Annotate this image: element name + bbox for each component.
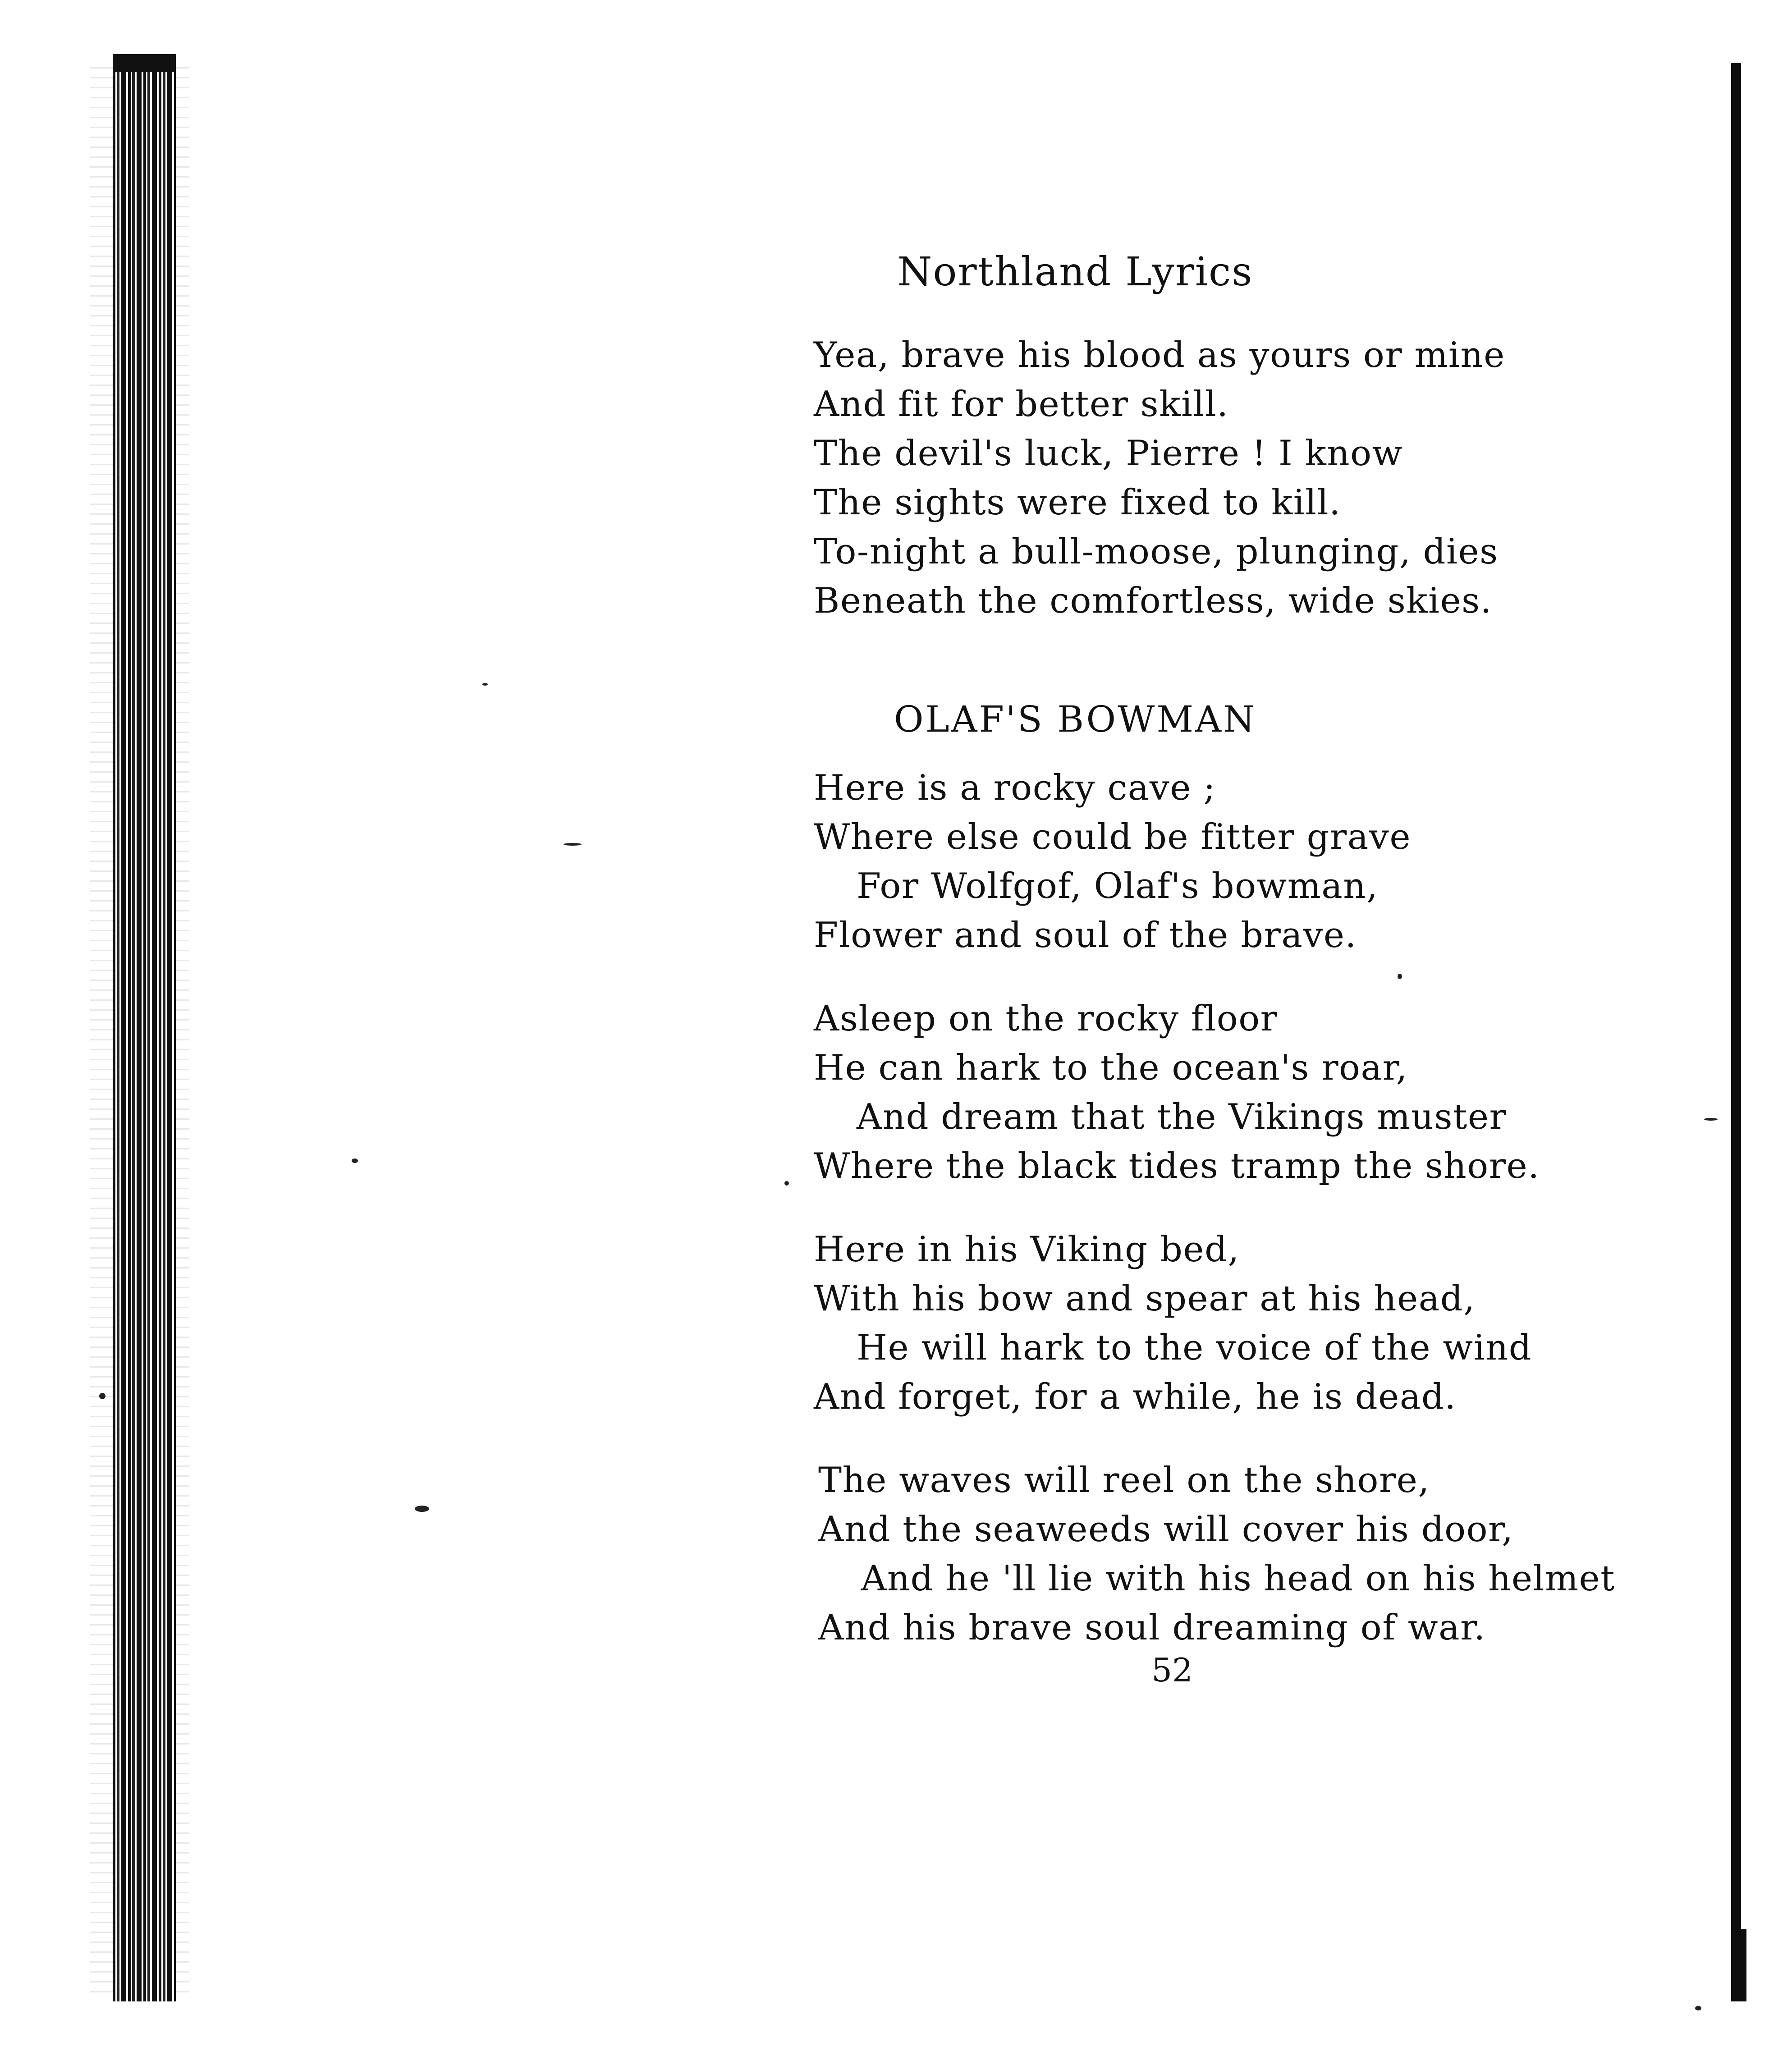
- poem-line: The sights were fixed to kill.: [814, 482, 1341, 523]
- page-number: 52: [1151, 1651, 1193, 1689]
- right-page-edge-foot: [1731, 1929, 1746, 2001]
- poem-line: And his brave soul dreaming of war.: [818, 1607, 1486, 1648]
- scan-speck: [784, 1181, 789, 1186]
- poem-line: Where the black tides tramp the shore.: [814, 1146, 1540, 1186]
- binding-gutter: [113, 54, 176, 2001]
- scan-speck: [99, 1393, 105, 1399]
- poem-line: To-night a bull-moose, plunging, dies: [814, 531, 1499, 572]
- poem-line: Flower and soul of the brave.: [814, 915, 1357, 956]
- poem-line: He will hark to the voice of the wind: [857, 1328, 1532, 1368]
- scan-speck: [564, 843, 582, 846]
- scan-speck: [1695, 2006, 1701, 2010]
- running-head: Northland Lyrics: [897, 248, 1253, 295]
- poem-line: And the seaweeds will cover his door,: [818, 1509, 1514, 1550]
- poem-line: And forget, for a while, he is dead.: [814, 1377, 1457, 1417]
- poem-line: And fit for better skill.: [814, 384, 1229, 425]
- poem-line: For Wolfgof, Olaf's bowman,: [857, 866, 1379, 907]
- poem-line: The waves will reel on the shore,: [818, 1460, 1430, 1501]
- scan-speck: [1398, 974, 1402, 979]
- scan-speck: [415, 1506, 429, 1512]
- binding-top-edge: [113, 54, 176, 72]
- poem-line: He can hark to the ocean's roar,: [814, 1048, 1408, 1088]
- poem-line: The devil's luck, Pierre ! I know: [814, 433, 1403, 474]
- scan-speck: [352, 1158, 358, 1163]
- right-page-edge: [1731, 63, 1741, 1997]
- poem-line: Asleep on the rocky floor: [814, 998, 1278, 1039]
- poem-line: Yea, brave his blood as yours or mine: [814, 335, 1505, 375]
- poem-line: Here in his Viking bed,: [814, 1229, 1240, 1270]
- poem-title: OLAF'S BOWMAN: [894, 698, 1256, 740]
- poem-line: With his bow and spear at his head,: [814, 1278, 1476, 1319]
- poem-line: And he 'll lie with his head on his helmet: [861, 1558, 1615, 1599]
- scan-speck: [1704, 1118, 1718, 1121]
- scan-speck: [482, 683, 488, 686]
- poem-line: Beneath the comfortless, wide skies.: [814, 581, 1492, 621]
- poem-line: Here is a rocky cave ;: [814, 768, 1216, 808]
- poem-line: Where else could be fitter grave: [814, 817, 1412, 857]
- poem-line: And dream that the Vikings muster: [857, 1097, 1507, 1137]
